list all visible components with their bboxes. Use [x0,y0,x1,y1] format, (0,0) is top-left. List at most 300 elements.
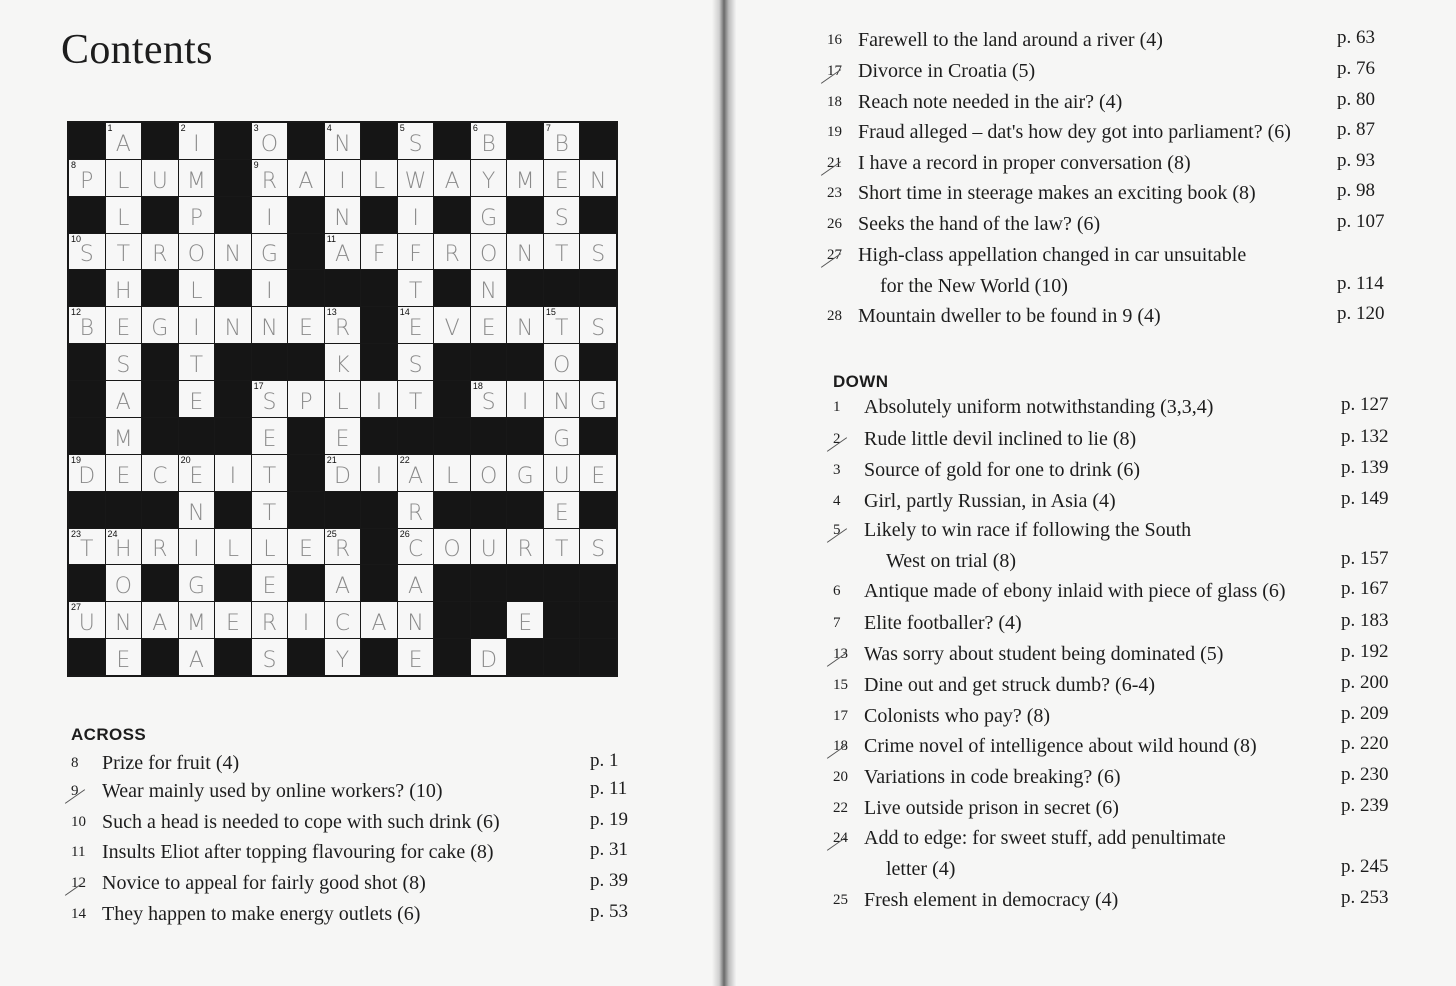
grid-cell [398,492,434,528]
grid-cell [507,307,543,343]
grid-cell-black [288,197,324,233]
clue-number: 10 [71,814,86,830]
clue-number: 14 [71,906,86,922]
handwritten-letter: S [408,131,423,157]
grid-cell-black [325,492,361,528]
cell-number: 17 [253,381,264,392]
grid-cell-black [215,565,251,601]
handwritten-letter: B [481,131,496,157]
grid-cell-black [215,344,251,380]
grid-cell-black [142,492,178,528]
handwritten-letter: C [334,611,351,637]
grid-cell [507,455,543,491]
grid-cell-black [580,418,616,454]
cell-number: 2 [180,123,186,133]
handwritten-letter: N [516,316,534,342]
handwritten-letter: R [261,168,278,194]
cell-number: 18 [472,381,483,392]
grid-cell-black [288,455,324,491]
grid-cell-black [544,565,580,601]
grid-cell [142,455,178,491]
handwritten-letter: U [78,611,95,637]
grid-cell [398,234,434,270]
handwritten-letter: A [298,168,314,194]
grid-cell-black [507,344,543,380]
page-number: p. 200 [1341,672,1389,693]
grid-cell-black [434,639,470,675]
grid-cell-black [361,307,397,343]
page-number: p. 127 [1341,394,1389,415]
clue-number: 3 [833,462,841,478]
cell-number: 19 [71,454,82,465]
handwritten-letter: S [591,316,606,342]
grid-cell [179,602,215,638]
handwritten-letter: E [262,574,277,600]
clue-number: 1 [833,399,841,415]
grid-cell-black [580,492,616,528]
clue-number: 22 [833,800,848,816]
cell-number: 10 [71,233,82,244]
handwritten-letter: S [408,353,423,379]
grid-cell-black [252,344,288,380]
handwritten-letter: S [262,647,277,673]
grid-cell-black [361,492,397,528]
handwritten-letter: A [188,647,204,673]
page-number: p. 98 [1337,180,1375,201]
handwritten-letter: N [407,611,424,637]
grid-cell [252,307,288,343]
handwritten-letter: N [553,389,570,415]
grid-cell [106,418,142,454]
grid-cell [398,455,434,491]
grid-cell [69,234,105,270]
grid-cell [106,123,142,159]
grid-cell [288,602,324,638]
handwritten-letter: K [335,353,350,379]
grid-cell [398,344,434,380]
clue-text: Short time in steerage makes an exciting book (8) [858,182,1256,204]
handwritten-letter: S [116,353,131,379]
cell-number: 13 [326,307,337,318]
page-number: p. 31 [590,839,628,860]
grid-cell-black [288,234,324,270]
handwritten-letter: N [115,611,132,637]
grid-cell-black [434,270,470,306]
grid-cell [69,529,105,565]
handwritten-letter: L [336,389,349,415]
grid-cell [325,123,361,159]
handwritten-letter: G [589,389,607,415]
grid-cell [580,455,616,491]
handwritten-letter: I [375,389,383,415]
handwritten-letter: T [80,537,94,563]
cell-number: 22 [399,454,410,465]
handwritten-letter: M [186,611,206,637]
grid-cell-black [507,270,543,306]
grid-cell-black [361,197,397,233]
grid-cell [361,602,397,638]
handwritten-letter: E [189,389,204,415]
grid-cell [106,160,142,196]
grid-cell [325,307,361,343]
grid-cell [471,381,507,417]
grid-cell [325,197,361,233]
grid-cell-black [580,639,616,675]
cell-number: 1 [107,123,113,133]
handwritten-letter: T [554,242,569,268]
clue-number: 16 [827,32,842,48]
clue-text: Likely to win race if following the South [864,519,1192,541]
cell-number: 25 [326,528,337,539]
grid-cell-black [507,197,543,233]
grid-cell-black [69,418,105,454]
clue-number: 18 [827,94,842,110]
grid-cell [252,492,288,528]
clue-text: Source of gold for one to drink (6) [864,459,1141,481]
handwritten-letter: P [299,389,313,415]
grid-cell [106,639,142,675]
grid-cell [325,344,361,380]
clue-number: 11 [71,844,86,860]
grid-cell [252,455,288,491]
grid-cell-black [69,565,105,601]
clue-text: Variations in code breaking? (6) [864,766,1121,788]
handwritten-letter: F [409,242,422,268]
handwritten-letter: O [187,242,206,268]
clue-text: Mountain dweller to be found in 9 (4) [858,305,1161,327]
handwritten-letter: N [516,242,534,268]
grid-cell-black [106,492,142,528]
clue-text: High-class appellation changed in car unsuitable [858,244,1247,266]
handwritten-letter: T [189,353,204,379]
grid-cell [179,197,215,233]
grid-cell [179,234,215,270]
grid-cell [471,234,507,270]
clue-text: Add to edge: for sweet stuff, add penultimate [864,827,1226,849]
grid-cell [142,602,178,638]
grid-cell [179,307,215,343]
grid-cell [361,455,397,491]
grid-cell-black [142,270,178,306]
handwritten-letter: E [408,316,423,342]
grid-cell [69,160,105,196]
clue-number: 20 [833,769,848,785]
cell-number: 9 [253,159,259,170]
grid-cell [252,381,288,417]
handwritten-letter: T [262,500,277,526]
handwritten-letter: L [226,537,240,563]
handwritten-letter: R [152,242,168,268]
page-number: p. 157 [1341,548,1389,569]
handwritten-letter: H [115,537,132,563]
grid-cell [106,381,142,417]
clue-text: Divorce in Croatia (5) [858,60,1036,82]
grid-cell-black [434,344,470,380]
handwritten-letter: E [116,463,131,489]
handwritten-letter: A [115,131,131,157]
handwritten-letter: Y [481,168,496,194]
grid-cell [179,565,215,601]
handwritten-letter: S [554,205,569,231]
grid-cell-black [434,565,470,601]
grid-cell-black [288,270,324,306]
grid-cell [179,160,215,196]
cell-number: 4 [326,123,332,133]
page-number: p. 63 [1337,27,1375,48]
clue-number: 27 [827,247,842,263]
grid-cell [398,123,434,159]
grid-cell [325,602,361,638]
grid-cell [398,307,434,343]
handwritten-letter: R [152,537,168,563]
handwritten-letter: I [266,205,273,231]
handwritten-letter: R [261,611,278,637]
grid-cell-black [142,565,178,601]
book-spine [712,0,736,986]
grid-cell [325,639,361,675]
grid-cell-black [580,123,616,159]
grid-cell [106,529,142,565]
grid-cell-black [215,381,251,417]
grid-cell [398,602,434,638]
grid-cell [544,492,580,528]
grid-cell-black [69,270,105,306]
handwritten-letter: N [334,205,351,231]
page-number: p. 183 [1341,610,1389,631]
page-number: p. 120 [1337,303,1385,324]
grid-cell [106,270,142,306]
clue-text: Fraud alleged – dat's how dey got into parliament? (6) [858,121,1291,143]
grid-cell-black [471,492,507,528]
grid-cell-black [215,492,251,528]
clue-number: 23 [827,185,842,201]
grid-cell [507,602,543,638]
grid-cell-black [361,565,397,601]
handwritten-letter: P [189,205,203,231]
grid-cell [179,123,215,159]
grid-cell-black [142,344,178,380]
cell-number: 6 [472,123,478,133]
clue-number: 2 [833,431,841,447]
handwritten-letter: E [518,611,533,637]
cell-number: 27 [71,602,82,613]
grid-cell [106,565,142,601]
clue-text: Rude little devil inclined to lie (8) [864,428,1137,450]
grid-cell [471,529,507,565]
grid-cell [544,455,580,491]
handwritten-letter: L [263,537,276,563]
grid-cell-black [580,197,616,233]
handwritten-letter: E [299,316,313,342]
handwritten-letter: A [334,574,351,600]
grid-cell [142,307,178,343]
grid-cell [544,234,580,270]
handwritten-letter: G [187,574,205,600]
grid-cell-black [215,418,251,454]
handwritten-letter: D [334,463,351,489]
handwritten-letter: E [554,500,569,526]
cell-number: 5 [399,123,405,133]
grid-cell [507,234,543,270]
grid-cell [507,160,543,196]
cell-number: 23 [71,528,82,539]
handwritten-letter: I [193,316,200,342]
grid-cell [544,160,580,196]
handwritten-letter: A [334,242,351,268]
page-number: p. 220 [1341,733,1389,754]
handwritten-letter: E [116,647,131,673]
grid-cell-black [215,197,251,233]
handwritten-letter: T [262,463,277,489]
page-number: p. 1 [590,750,619,771]
page-number: p. 192 [1341,641,1389,662]
handwritten-letter: R [444,242,460,268]
handwritten-letter: O [553,353,571,379]
down-heading: DOWN [833,372,889,391]
handwritten-letter: M [113,426,133,452]
grid-cell [142,160,178,196]
handwritten-letter: L [117,205,130,231]
grid-cell-black [507,418,543,454]
grid-cell-black [580,344,616,380]
grid-cell-black [215,639,251,675]
grid-cell-black [361,123,397,159]
grid-cell [106,197,142,233]
grid-cell [252,160,288,196]
handwritten-letter: U [480,537,497,563]
page-number: p. 149 [1341,488,1389,509]
grid-cell [544,418,580,454]
grid-cell-black [288,492,324,528]
grid-cell [106,234,142,270]
grid-cell [544,197,580,233]
handwritten-letter: I [266,279,273,305]
handwritten-letter: N [224,316,242,342]
grid-cell [434,455,470,491]
page-number: p. 230 [1341,764,1389,785]
clue-text: Farewell to the land around a river (4) [858,29,1163,51]
handwritten-letter: G [480,205,498,231]
page-number: p. 239 [1341,795,1389,816]
page-number: p. 87 [1337,119,1375,140]
grid-cell-black [544,270,580,306]
handwritten-letter: E [299,537,313,563]
grid-cell [580,529,616,565]
handwritten-letter: C [152,463,168,489]
grid-cell [325,418,361,454]
cell-number: 7 [545,123,551,133]
handwritten-letter: M [515,168,535,194]
grid-cell [325,455,361,491]
grid-cell-black [361,344,397,380]
handwritten-letter: B [79,316,94,342]
clue-text: Seeks the hand of the law? (6) [858,213,1101,235]
clue-number: 7 [833,615,841,631]
clue-text: Elite footballer? (4) [864,612,1022,634]
grid-cell-black [69,197,105,233]
handwritten-letter: E [225,611,240,637]
grid-cell [434,307,470,343]
grid-cell-black [507,639,543,675]
handwritten-letter: A [115,389,131,415]
grid-cell-black [507,492,543,528]
handwritten-letter: R [517,537,533,563]
grid-cell [398,197,434,233]
grid-cell [471,639,507,675]
grid-cell-black [288,565,324,601]
cell-number: 15 [545,307,556,318]
grid-cell [252,270,288,306]
grid-cell [398,565,434,601]
grid-cell [215,234,251,270]
grid-cell-black [580,602,616,638]
grid-cell [544,529,580,565]
grid-cell [398,529,434,565]
grid-cell-black [69,123,105,159]
grid-cell-black [434,123,470,159]
grid-cell-black [288,123,324,159]
page-number: p. 132 [1341,426,1389,447]
clue-text: Girl, partly Russian, in Asia (4) [864,490,1116,512]
clue-number: 17 [833,708,848,724]
grid-cell [471,123,507,159]
handwritten-letter: Y [335,647,350,673]
grid-cell [507,529,543,565]
handwritten-letter: H [115,279,132,305]
clue-text: Reach note needed in the air? (4) [858,91,1123,113]
handwritten-letter: S [79,242,94,268]
handwritten-letter: N [480,279,497,305]
handwritten-letter: D [480,647,498,673]
handwritten-letter: G [553,426,571,452]
grid-cell [471,160,507,196]
handwritten-letter: L [190,279,203,305]
cell-number: 3 [253,123,259,133]
handwritten-letter: B [554,131,569,157]
grid-cell [580,160,616,196]
handwritten-letter: E [481,316,496,342]
grid-cell-black [507,565,543,601]
grid-cell [471,197,507,233]
page-number: p. 39 [590,870,628,891]
grid-cell [325,234,361,270]
handwritten-letter: L [117,168,130,194]
clue-number: 25 [833,892,848,908]
grid-cell [398,639,434,675]
page-number: p. 53 [590,901,628,922]
across-heading: ACROSS [71,725,147,744]
handwritten-letter: L [445,463,459,489]
grid-cell [106,307,142,343]
handwritten-letter: T [408,389,423,415]
grid-cell-black [69,639,105,675]
handwritten-letter: G [260,242,278,268]
grid-cell [252,234,288,270]
crossword-grid [67,121,618,677]
grid-cell-black [544,639,580,675]
grid-cell [215,602,251,638]
page-title: Contents [61,27,213,73]
clue-text: Live outside prison in secret (6) [864,797,1119,819]
grid-cell-black [215,270,251,306]
page-number: p. 209 [1341,703,1389,724]
grid-cell [361,234,397,270]
handwritten-letter: O [479,242,498,268]
clue-text: Such a head is needed to cope with such drink (6) [102,811,500,833]
handwritten-letter: A [444,168,460,194]
grid-cell [361,160,397,196]
grid-cell [215,307,251,343]
